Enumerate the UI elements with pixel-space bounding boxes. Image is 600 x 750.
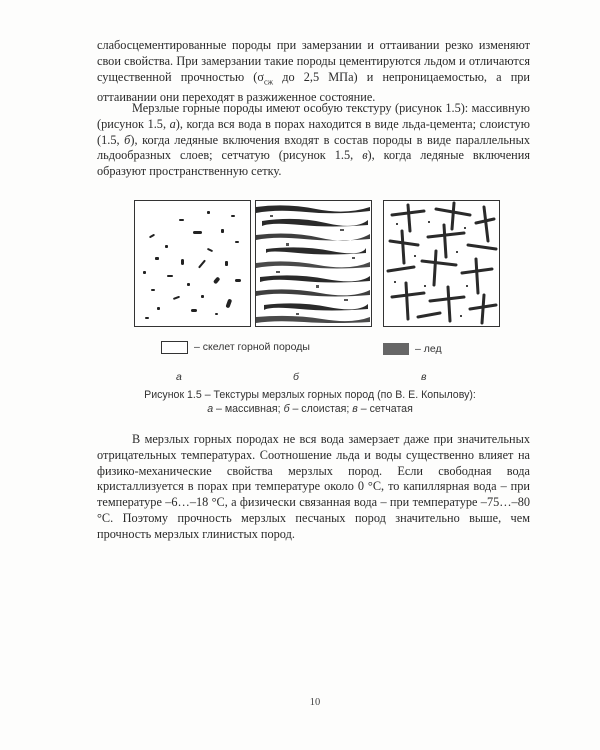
layered-texture-drawing <box>256 201 370 325</box>
textures-letter-v: в <box>362 148 368 163</box>
textures-text-4: ), когда ледяные включения образуют пространственную сетку. <box>97 148 531 179</box>
texture-layered-panel <box>255 200 372 327</box>
caption-letter-b: б <box>283 403 290 415</box>
page-number: 10 <box>309 697 321 708</box>
caption-text-a: – массивная; <box>213 403 284 415</box>
massive-texture-drawing <box>135 201 249 325</box>
panel-label-v: в <box>421 371 427 383</box>
figure-caption-title: Рисунок 1.5 – Текстуры мерзлых горных пород (по В. Е. Копылову): <box>144 389 476 401</box>
caption-letter-a: а <box>207 403 214 415</box>
sigma-subscript: сж <box>264 77 274 87</box>
paragraph-intro <box>97 38 530 106</box>
panel-label-b: б <box>293 371 299 383</box>
legend-ice-swatch <box>383 343 409 355</box>
paragraph-ice-water: В мерзлых горных породах не вся вода замерзает даже при значительных отрицательных температурах. Соотношение льда и воды существенно влияет на физико-механические свойства мерзлых пород. Если свободная вода кристаллизуется в порах при температуре около 0 °С, то капиллярная вода – при температуре –6…–18 °С, а физически связанная вода – при температуре –75…–80 °С. Поэтому прочность мерзлых песчаных пород значительно выше, чем прочность мерзлых глинистых пород. <box>97 432 530 541</box>
caption-letter-v: в <box>352 403 358 415</box>
textures-letter-a: а <box>169 116 176 131</box>
texture-massive-panel <box>134 200 251 327</box>
textures-text-2: ), когда вся вода в порах находится в виде льда-цемента; слоистую (1.5, <box>97 116 530 147</box>
paragraph-textures <box>97 101 530 180</box>
caption-text-b: – слоистая; <box>289 403 353 415</box>
textures-letter-b: б <box>124 132 131 147</box>
caption-text-v: – сетчатая <box>357 403 413 415</box>
textures-text-1: Мерзлые горные породы имеют особую текстуру (рисунок 1.5): массивную (рисунок 1.5, <box>97 101 530 131</box>
legend-skeleton-swatch <box>161 341 188 354</box>
reticulate-texture-drawing <box>384 201 498 325</box>
figure-caption-legend <box>90 403 530 417</box>
paragraph-intro-text-1: слабосцементированные породы при замерзании и оттаивании резко изменяют свои свойства. При замерзании такие породы цементируются льдом и отличаются существенной прочностью (σ <box>97 38 530 84</box>
paragraph-intro-text-2: до 2,5 МПа) и непроницаемостью, а при оттаивании они переходят в разжиженное состояние. <box>97 69 531 104</box>
panel-label-a: а <box>176 371 182 383</box>
textures-text-3: ), когда ледяные включения входят в состав породы в виде параллельных льдообразных слоев; сетчатую (рисунок 1.5, <box>97 132 530 163</box>
texture-reticulate-panel <box>383 200 500 327</box>
legend-skeleton-label: – скелет горной породы <box>194 341 310 353</box>
legend-ice-label: – лед <box>415 343 442 355</box>
